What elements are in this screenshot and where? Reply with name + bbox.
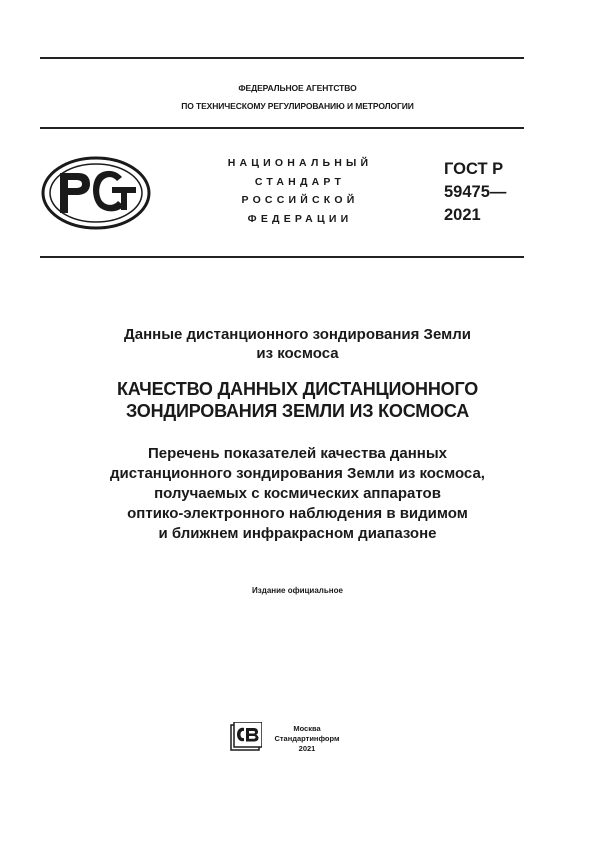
standard-label-line4: ФЕДЕРАЦИИ: [247, 213, 353, 225]
subtitle-line4: оптико-электронного наблюдения в видимом: [127, 505, 468, 522]
header-rule: [40, 127, 524, 129]
subtitle-line5: и ближнем инфракрасном диапазоне: [158, 525, 437, 542]
agency-name-line2: ПО ТЕХНИЧЕСКОМУ РЕГУЛИРОВАНИЮ И МЕТРОЛОГИИ: [181, 101, 414, 111]
subtitle-line2: дистанционного зондирования Земли из космоса,: [110, 465, 485, 482]
section-rule: [40, 256, 524, 258]
gost-r-logo-icon: [40, 155, 152, 231]
standard-label-line1: НАЦИОНАЛЬНЫЙ: [227, 157, 373, 169]
gost-number: 59475—: [444, 183, 507, 201]
edition-label: Издание официальное: [252, 586, 343, 595]
agency-name-line1: ФЕДЕРАЛЬНОЕ АГЕНТСТВО: [238, 83, 357, 93]
standard-label-line3: РОССИЙСКОЙ: [241, 194, 359, 206]
main-title-line2: ЗОНДИРОВАНИЯ ЗЕМЛИ ИЗ КОСМОСА: [125, 401, 470, 421]
title-group-line2: из космоса: [256, 345, 339, 362]
publisher-name: Стандартинформ: [274, 734, 340, 743]
top-rule: [40, 57, 524, 59]
main-title-line1: КАЧЕСТВО ДАННЫХ ДИСТАНЦИОННОГО: [116, 379, 479, 399]
subtitle-line1: Перечень показателей качества данных: [147, 445, 448, 462]
title-group-line1: Данные дистанционного зондирования Земли: [124, 326, 471, 343]
publisher-logo-icon: [230, 722, 262, 752]
subtitle-line3: получаемых с космических аппаратов: [154, 485, 441, 502]
publisher-year: 2021: [298, 744, 316, 753]
standard-label-line2: СТАНДАРТ: [254, 176, 346, 188]
gost-year: 2021: [444, 206, 481, 224]
gost-label: ГОСТ Р: [444, 160, 504, 178]
publisher-city: Москва: [293, 724, 321, 733]
